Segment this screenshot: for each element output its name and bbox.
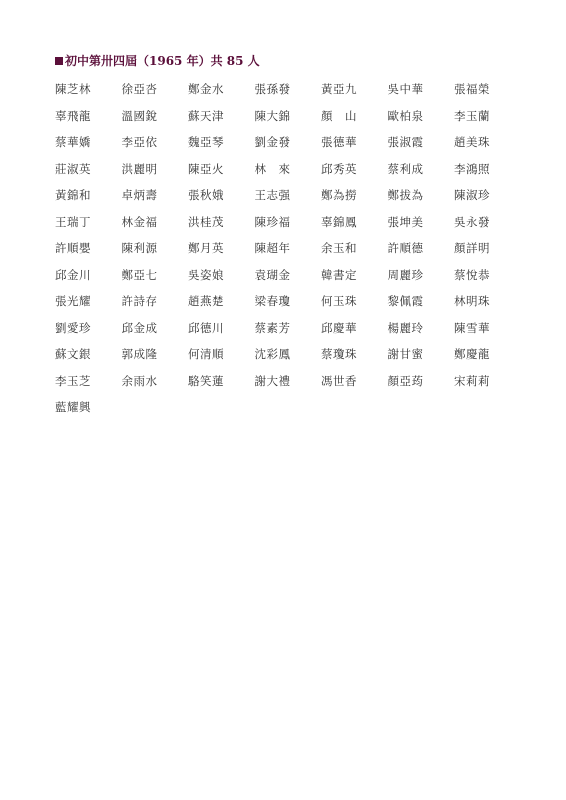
student-name: 顏詳明 <box>454 241 490 255</box>
student-name: 楊麗玲 <box>387 320 424 335</box>
student-name-list <box>55 80 521 425</box>
student-name: 王志强 <box>254 188 291 202</box>
student-name: 蔡悅恭 <box>454 267 490 282</box>
student-name: 蔡華嬌 <box>55 135 91 149</box>
student-name: 辜錦鳳 <box>321 214 357 229</box>
student-name: 邱秀英 <box>321 161 357 176</box>
student-name: 李玉芝 <box>55 373 91 388</box>
student-name: 張光耀 <box>55 294 91 308</box>
student-name: 蔡利成 <box>387 161 424 176</box>
student-name: 魏亞琴 <box>188 135 224 149</box>
student-name: 梁春瓊 <box>254 294 291 308</box>
student-name: 郭成隆 <box>121 347 158 361</box>
student-name: 周麗珍 <box>387 267 424 282</box>
student-name: 黃亞九 <box>321 82 357 96</box>
student-name: 吳永發 <box>454 214 490 229</box>
student-name: 鄭為撈 <box>321 188 357 202</box>
student-name: 余雨水 <box>121 373 158 388</box>
student-name: 鄭拔為 <box>387 188 424 202</box>
student-name: 蘇文銀 <box>55 347 91 361</box>
student-name: 袁瑚金 <box>254 267 291 282</box>
student-name: 陳芝林 <box>55 82 91 96</box>
student-name: 卓炳壽 <box>121 188 158 202</box>
student-name: 陳超年 <box>254 241 291 255</box>
student-name: 許詩存 <box>121 294 158 308</box>
student-name: 張淑霞 <box>387 135 424 149</box>
student-name: 馮世香 <box>321 373 357 388</box>
student-name: 蘇天津 <box>188 108 224 123</box>
student-name: 張坤美 <box>387 214 424 229</box>
student-name: 陳雪華 <box>454 320 490 335</box>
student-name: 歐柏泉 <box>387 108 424 123</box>
student-name: 宋莉莉 <box>454 373 490 388</box>
student-name: 張孫發 <box>254 82 291 96</box>
student-name: 顏 山 <box>321 108 357 123</box>
student-name: 李鴻照 <box>454 161 490 176</box>
student-name: 邱金成 <box>121 320 158 335</box>
student-name: 邱德川 <box>188 320 224 335</box>
student-name: 黃錦和 <box>55 188 91 202</box>
student-name: 林明珠 <box>454 294 490 308</box>
student-name: 謝甘蜜 <box>387 347 424 361</box>
student-name: 吳姿娘 <box>188 267 224 282</box>
student-name: 陳大錦 <box>254 108 291 123</box>
section-heading <box>55 52 260 69</box>
student-name: 黎佩霞 <box>387 294 424 308</box>
student-name: 李亞依 <box>121 135 158 149</box>
student-name: 陳利源 <box>121 241 158 255</box>
student-name: 洪桂茂 <box>188 214 224 229</box>
student-name: 余玉和 <box>321 241 357 255</box>
student-name: 張福榮 <box>454 82 490 96</box>
student-name: 林 來 <box>254 161 291 176</box>
student-name: 許順德 <box>387 241 424 255</box>
student-name: 邱金川 <box>55 267 91 282</box>
student-name: 林金福 <box>121 214 158 229</box>
student-name: 鄭亞七 <box>121 267 158 282</box>
student-name: 蔡瓊珠 <box>321 347 357 361</box>
student-name: 李玉蘭 <box>454 108 490 123</box>
student-name: 張德華 <box>321 135 357 149</box>
student-name: 鄭金水 <box>188 82 224 96</box>
student-name: 何清順 <box>188 347 224 361</box>
section-title: 初中第卅四屆（1965 年）共 85 人 <box>65 54 260 68</box>
student-name: 韓書定 <box>321 267 357 282</box>
student-name: 劉愛珍 <box>55 320 91 335</box>
student-name: 張秋娥 <box>188 188 224 202</box>
student-name: 辜飛龍 <box>55 108 91 123</box>
student-name: 溫國銳 <box>121 108 158 123</box>
student-name: 陳淑珍 <box>454 188 490 202</box>
student-name: 何玉珠 <box>321 294 357 308</box>
student-name: 陳珍福 <box>254 214 291 229</box>
student-name: 王瑞丁 <box>55 214 91 229</box>
student-name: 鄭月英 <box>188 241 224 255</box>
student-name: 駱笑蓮 <box>188 373 224 388</box>
student-name: 蔡素芳 <box>254 320 291 335</box>
student-name: 趙美珠 <box>454 135 490 149</box>
student-name: 沈彩鳳 <box>254 347 291 361</box>
student-name: 吳中華 <box>387 82 424 96</box>
student-name: 鄭慶龍 <box>454 347 490 361</box>
student-name: 藍耀興 <box>55 400 91 414</box>
student-name: 邱慶華 <box>321 320 357 335</box>
student-name: 莊淑英 <box>55 161 91 176</box>
student-name: 顏亞荺 <box>387 373 424 388</box>
square-bullet-icon <box>55 57 63 65</box>
student-name: 許順嬰 <box>55 241 91 255</box>
student-name: 洪麗明 <box>121 161 158 176</box>
student-name: 趙燕楚 <box>188 294 224 308</box>
student-name: 徐亞呇 <box>121 82 158 96</box>
student-name: 劉金發 <box>254 135 291 149</box>
student-name: 謝大禮 <box>254 373 291 388</box>
student-name: 陳亞火 <box>188 161 224 176</box>
